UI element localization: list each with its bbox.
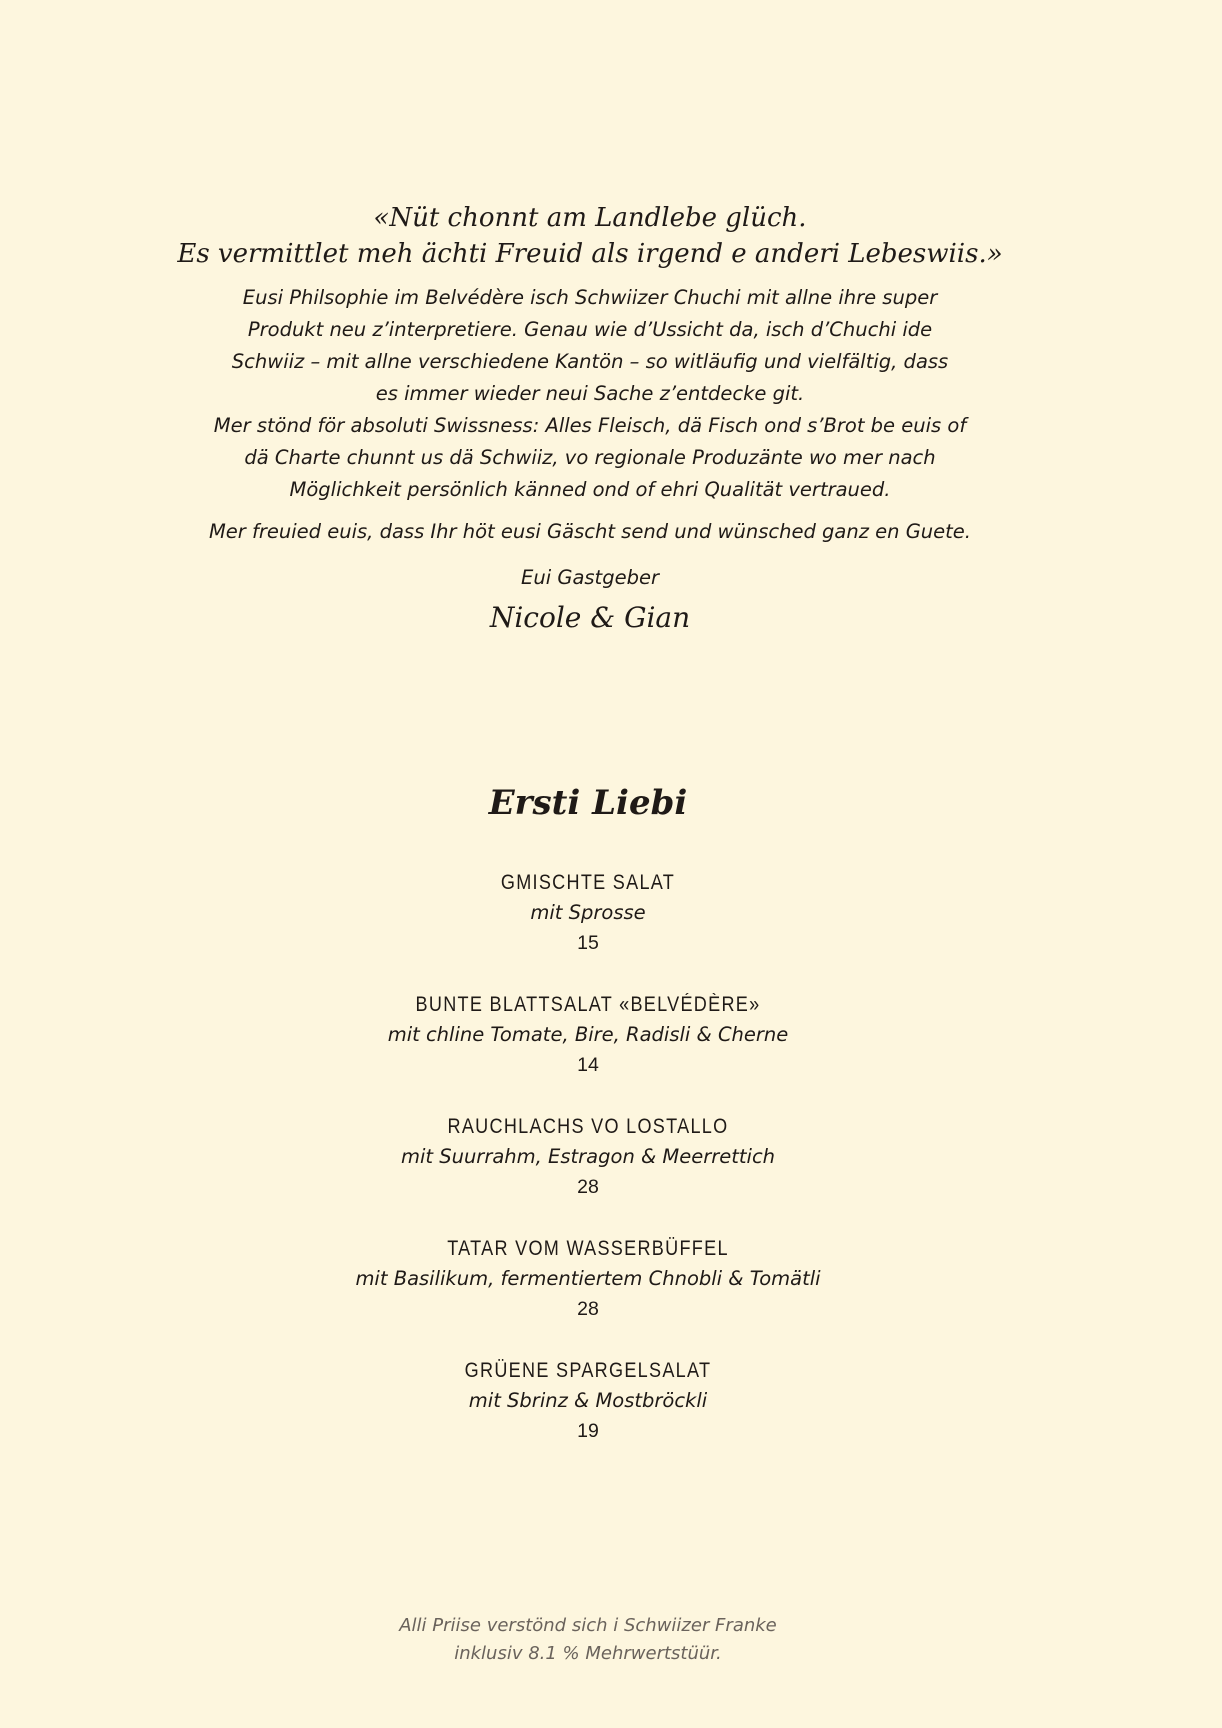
price-note-line: inklusiv 8.1 % Mehrwertstüür.	[454, 1643, 722, 1664]
menu-item-description: mit Suurrahm, Estragon & Meerrettich	[400, 1145, 776, 1168]
closing-text: Mer freuied euis, dass Ihr höt eusi Gäscht send und wünsched ganz en Guete.	[208, 520, 972, 543]
menu-item-name: GMISCHTE SALAT	[500, 871, 676, 894]
hosts-signature: Nicole & Gian	[489, 601, 691, 634]
quote-line: «Nüt chonnt am Landlebe glüch.	[373, 203, 807, 233]
philosophy-line: Produkt neu z’interpretiere. Genau wie d’Ussicht da, isch d’Chuchi ide	[247, 318, 933, 341]
price-note-line: Alli Priise verstönd sich i Schwiizer Franke	[399, 1615, 777, 1636]
section-title: Ersti Liebi	[488, 783, 688, 823]
menu-item	[0, 1356, 1176, 1478]
menu-item-description: mit Sbrinz & Mostbröckli	[468, 1389, 708, 1412]
philosophy-line: dä Charte chunnt us dä Schwiiz, vo regionale Produzänte wo mer nach	[244, 446, 936, 469]
philosophy-line: Schwiiz – mit allne verschiedene Kantön – so witläufig und vielfältig, dass	[231, 350, 949, 373]
menu-item-price: 19	[577, 1420, 599, 1442]
menu-item	[0, 990, 1176, 1112]
menu-item-price: 28	[577, 1176, 599, 1198]
menu-item	[0, 1234, 1176, 1356]
menu-item-name: RAUCHLACHS VO LOSTALLO	[447, 1115, 729, 1138]
philosophy-text	[150, 282, 1030, 506]
menu-item-price: 15	[577, 932, 599, 954]
intro-quote	[150, 200, 1030, 272]
philosophy-line: es immer wieder neui Sache z’entdecke git.	[375, 382, 805, 405]
menu-item-price: 28	[577, 1298, 599, 1320]
menu-item-name: BUNTE BLATTSALAT «BELVÉDÈRE»	[415, 993, 761, 1016]
intro-section	[150, 200, 1030, 638]
menu-item-price: 14	[577, 1054, 599, 1076]
menu-list	[0, 868, 1176, 1478]
menu-item-description: mit chline Tomate, Bire, Radisli & Cherne	[387, 1023, 789, 1046]
menu-item-description: mit Basilikum, fermentiertem Chnobli & Tomätli	[355, 1267, 821, 1290]
philosophy-line: Möglichkeit persönlich känned ond of ehri Qualität vertraued.	[289, 478, 891, 501]
price-note	[0, 1612, 1176, 1668]
menu-item-name: TATAR VOM WASSERBÜFFEL	[447, 1237, 729, 1260]
hosts-label: Eui Gastgeber	[521, 566, 659, 589]
philosophy-line: Mer stönd för absoluti Swissness: Alles Fleisch, dä Fisch ond s’Brot be euis of	[213, 414, 967, 437]
quote-line: Es vermittlet meh ächti Freuid als irgend e anderi Lebeswiis.»	[177, 239, 1003, 269]
menu-item-name: GRÜENE SPARGELSALAT	[464, 1359, 712, 1382]
philosophy-line: Eusi Philsophie im Belvédère isch Schwiizer Chuchi mit allne ihre super	[242, 286, 938, 309]
menu-item	[0, 1112, 1176, 1234]
menu-item	[0, 868, 1176, 990]
menu-item-description: mit Sprosse	[530, 901, 646, 924]
